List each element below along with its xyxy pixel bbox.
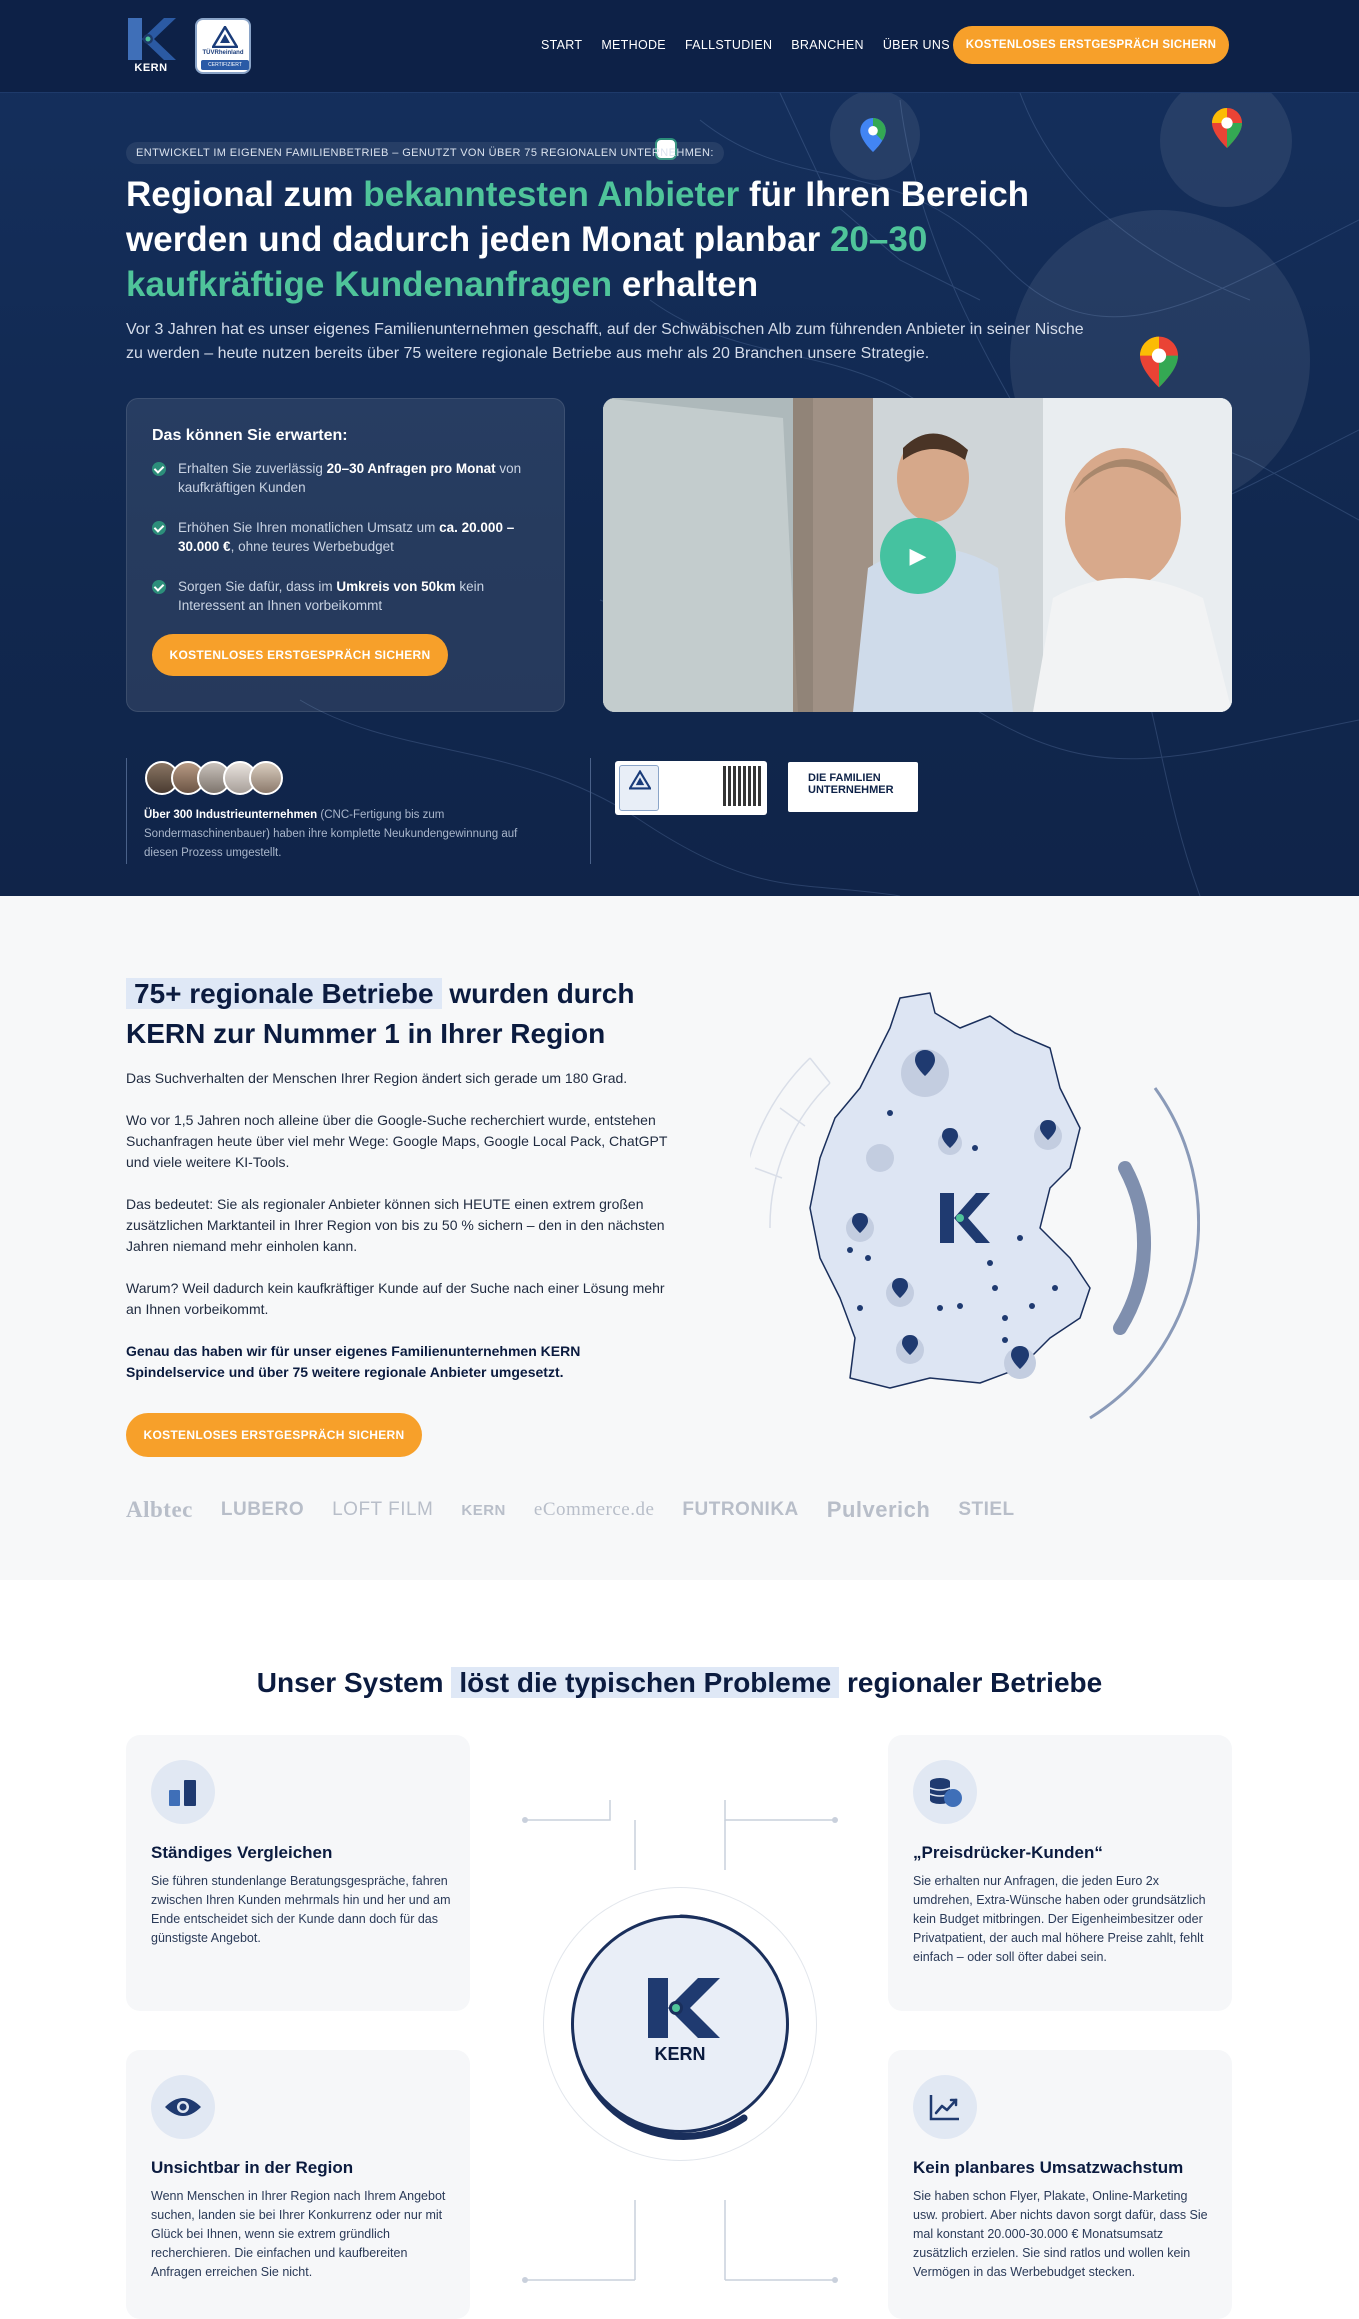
expectation-text: Erhöhen Sie Ihren monatlichen Umsatz um ca. 20.000 – 30.000 €, ohne teures Werbebudget: [178, 520, 515, 554]
die-familienunternehmer-badge: [788, 762, 918, 812]
logo-text: KERN: [134, 62, 168, 74]
title-rest: wurden durch KERN zur Nummer 1 in Ihrer Region: [126, 978, 635, 1049]
tuv-logo: [619, 765, 659, 811]
problem-card-comparing: [126, 1735, 470, 2011]
divider: [590, 758, 591, 864]
headline-highlight: 20–30 kaufkräftige Kundenanfragen: [126, 220, 928, 304]
expectation-item: [152, 459, 542, 497]
problems-title: [0, 1667, 1359, 1699]
kern-k-icon: [636, 1978, 730, 2038]
problem-card-price: [888, 1735, 1232, 2011]
regional-body: [126, 1068, 681, 1404]
tuv-certified: CERTIFIZIERT: [201, 60, 249, 70]
map-pin-icon: [1140, 336, 1178, 388]
main-nav: [541, 38, 950, 52]
tuv-name: TÜVRheinland: [202, 50, 244, 56]
eye-icon: [151, 2075, 215, 2139]
hero-video[interactable]: [603, 398, 1232, 712]
nav-ueber-uns[interactable]: ÜBER UNS: [882, 38, 950, 52]
play-button-icon[interactable]: ▶: [880, 518, 956, 594]
customer-avatars: [145, 761, 275, 795]
hero-headline: [126, 172, 1106, 307]
expectation-item: [152, 577, 542, 615]
client-logo: Pulverich: [826, 1497, 931, 1522]
avatar: [249, 761, 283, 795]
header-cta-button[interactable]: KOSTENLOSES ERSTGESPRÄCH SICHERN: [953, 26, 1229, 64]
card-title: „Preisdrücker-Kunden“: [913, 1843, 1103, 1862]
client-logo: FUTRONIKA: [682, 1499, 799, 1520]
problem-card-growth: [888, 2050, 1232, 2319]
expectation-item: [152, 518, 542, 556]
problems-section: [0, 1580, 1359, 2319]
expectation-text: Sorgen Sie dafür, dass im Umkreis von 50km kein Interessent an Ihnen vorbeikommt: [178, 579, 485, 613]
kern-center-emblem: [543, 1887, 817, 2161]
expectation-text: Erhalten Sie zuverlässig 20–30 Anfragen pro Monat von kaufkräftigen Kunden: [178, 461, 522, 495]
headline-part: für Ihren Bereich werden und dadurch jeden Monat planbar: [126, 175, 1030, 259]
check-icon: [152, 580, 166, 594]
hero-subheadline: Vor 3 Jahren hat es unser eigenes Familienunternehmen geschafft, auf der Schwäbischen Alb zum führenden Anbieter in seiner Nische zu werden – heute nutzen bereits über 75 weitere regionale Betriebe aus mehr als 20 Branchen unsere Strategie.: [126, 321, 1084, 362]
headline-part: Regional zum: [126, 175, 364, 214]
card-text: Sie haben schon Flyer, Plakate, Online-Marketing usw. probiert. Aber nichts davon sorgt dafür, dass Sie mal konstant 20.000-30.000 € Monatsumsatz zusätzlich erzielen. Sie sind ratlos und wollen kein Vermögen in das Werbebudget stecken.: [913, 2189, 1208, 2279]
tuv-triangle-icon: [629, 770, 651, 790]
body-paragraph: Warum? Weil dadurch kein kaufkräftiger Kunde auf der Suche nach einer Lösung mehr an Ihnen vorbeikommt.: [126, 1280, 665, 1317]
coins-icon: [913, 1760, 977, 1824]
expectations-title: Das können Sie erwarten:: [152, 427, 348, 444]
expectations-card: [126, 398, 565, 712]
hero-tagline-pill: ENTWICKELT IM EIGENEN FAMILIENBETRIEB – GENUTZT VON ÜBER 75 REGIONALEN UNTERNEHMEN:: [126, 142, 724, 164]
emblem-inner: [571, 1915, 789, 2133]
trend-chart-icon: [913, 2075, 977, 2139]
card-title: Unsichtbar in der Region: [151, 2158, 354, 2177]
regional-cta-button[interactable]: KOSTENLOSES ERSTGESPRÄCH SICHERN: [126, 1413, 422, 1457]
card-title: Kein planbares Umsatzwachstum: [913, 2158, 1184, 2177]
nav-branchen[interactable]: BRANCHEN: [791, 38, 864, 52]
tuv-certificate: [615, 761, 767, 815]
site-header: [0, 0, 1359, 93]
card-title: Ständiges Vergleichen: [151, 1843, 333, 1862]
title-highlight: 75+ regionale Betriebe: [126, 978, 442, 1009]
qr-code-icon: [723, 766, 763, 806]
client-logo: KERN: [461, 1501, 506, 1519]
card-text: Wenn Menschen in Ihrer Region nach Ihrem Angebot suchen, landen sie bei Ihrer Konkurrenz oder nur mit Glück bei Ihnen, wenn sie extrem gründlich recherchieren. Die einfachen und kaufbereiten Anfragen erreichen Sie nicht.: [151, 2189, 446, 2279]
body-paragraph: Das bedeutet: Sie als regionaler Anbieter können sich HEUTE einen extrem großen zusätzlichen Marktanteil in Ihrer Region von bis zu 50 % sichern – den in den nächsten Jahren niemand mehr einholen kann.: [126, 1196, 665, 1254]
title-highlight: löst die typischen Probleme: [451, 1667, 839, 1698]
bar-chart-icon: [151, 1760, 215, 1824]
kern-logo[interactable]: [126, 18, 176, 74]
regional-section: [0, 896, 1359, 1580]
expectations-cta-button[interactable]: KOSTENLOSES ERSTGESPRÄCH SICHERN: [152, 634, 448, 676]
card-text: Sie führen stundenlange Beratungsgespräche, fahren zwischen Ihren Kunden mehrmals hin und her und am Ende entscheidet sich der Kunde dann doch für das günstigste Angebot.: [151, 1874, 451, 1945]
nav-fallstudien[interactable]: FALLSTUDIEN: [684, 38, 773, 52]
social-proof: [126, 758, 591, 864]
title-part: regionaler Betriebe: [839, 1667, 1103, 1698]
map-pin-icon: [860, 118, 886, 152]
client-logo: LOFT FILM: [332, 1499, 434, 1520]
map-pin-icon: [1212, 108, 1242, 148]
card-text: Sie erhalten nur Anfragen, die jeden Euro 2x umdrehen, Extra-Wünsche haben oder grundsätzlich kein Budget mitbringen. Der Eigenheimbesitzer oder Privatpatient, der auch mal höhere Preise zahlt, fehlt einfach – oder soll öfter dabei sein.: [913, 1874, 1206, 1964]
client-logo: eCommerce.de: [533, 1499, 655, 1520]
social-proof-text: Über 300 Industrieunternehmen (CNC-Fertigung bis zum Sondermaschinenbauer) haben ihre komplette Neukundengewinnung auf diesen Prozess umgestellt.: [144, 809, 518, 859]
body-paragraph: Das Suchverhalten der Menschen Ihrer Region ändert sich gerade um 180 Grad.: [126, 1070, 628, 1086]
body-paragraph: Wo vor 1,5 Jahren noch alleine über die Google-Suche recherchiert wurde, entstehen Suchanfragen heute über viel mehr Wege: Google Maps, Google Local Pack, ChatGPT und viele weitere KI-Tools.: [126, 1112, 668, 1170]
body-paragraph-bold: Genau das haben wir für unser eigenes Familienunternehmen KERN Spindelservice und über 75 weitere regionale Anbieter umgesetzt.: [126, 1343, 581, 1380]
tuv-triangle-icon: [212, 26, 238, 48]
check-icon: [152, 521, 166, 535]
emblem-text: KERN: [654, 2044, 706, 2064]
family-badge-text: DIE FAMILIEN UNTERNEHMER: [808, 772, 894, 796]
check-icon: [152, 462, 166, 476]
title-part: Unser System: [256, 1667, 452, 1698]
nav-methode[interactable]: METHODE: [601, 38, 666, 52]
kern-k-icon: [126, 18, 176, 60]
tuv-badge: [195, 18, 251, 74]
germany-map: [750, 988, 1200, 1438]
hero-section: [0, 0, 1359, 896]
client-logo-strip: [126, 1493, 1226, 1527]
headline-part: erhalten: [612, 265, 759, 304]
client-logo: LUBERO: [220, 1499, 305, 1520]
client-logo: Albtec: [126, 1497, 193, 1522]
problem-card-invisible: [126, 2050, 470, 2319]
headline-highlight: bekanntesten Anbieter: [363, 175, 740, 214]
nav-start[interactable]: START: [541, 38, 583, 52]
client-logo: STIEL: [958, 1499, 1015, 1520]
regional-title: [126, 974, 686, 1054]
